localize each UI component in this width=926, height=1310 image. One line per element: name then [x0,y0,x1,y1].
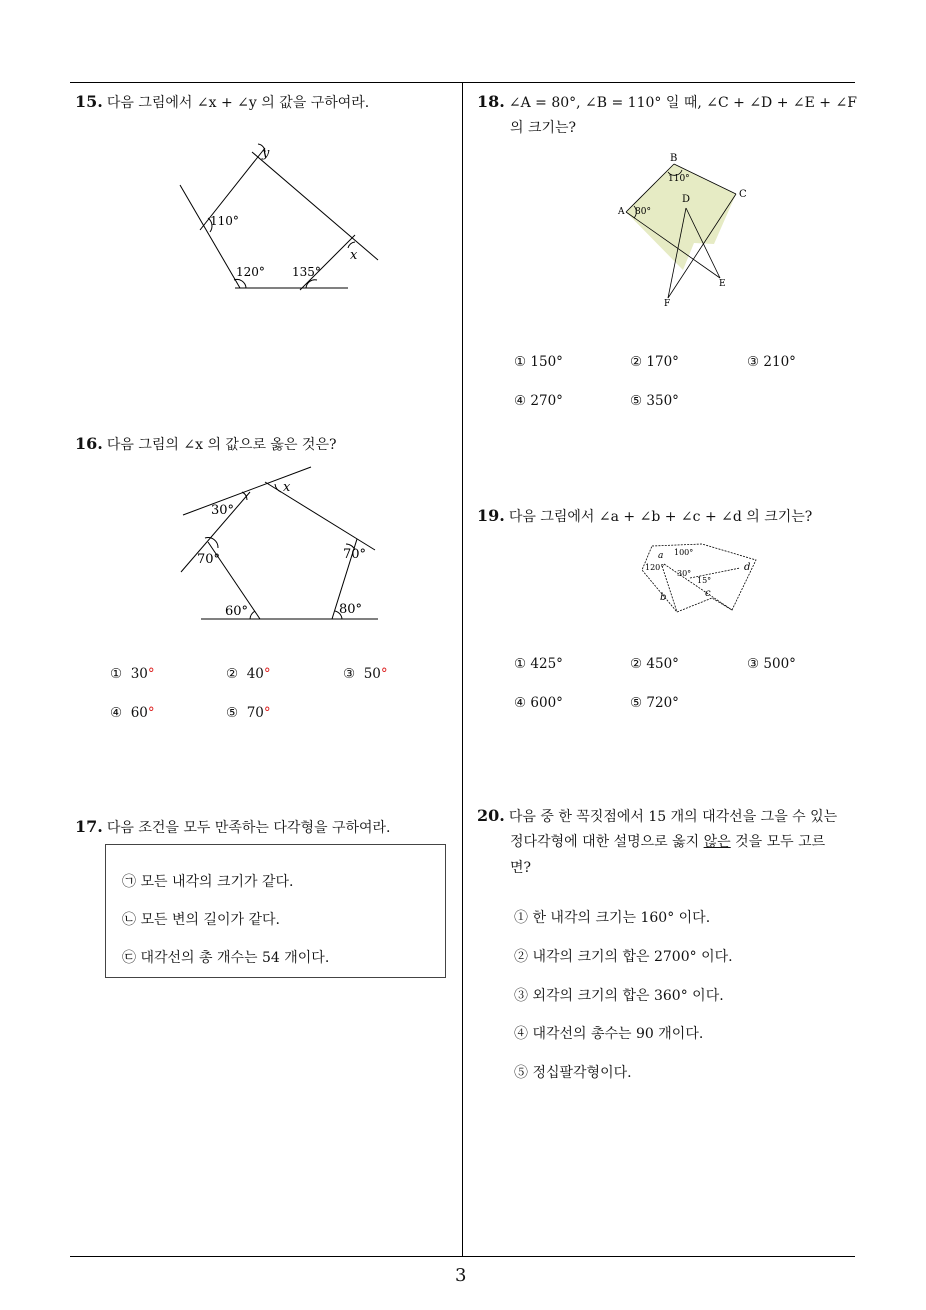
q15-label-120: 120° [236,265,265,279]
question-18-figure [612,150,752,308]
q20-choice-5[interactable]: ⑤ 정십팔각형이다. [514,1065,632,1081]
question-15-number: 15. [75,92,103,111]
underlined-word: 않은 [703,834,731,850]
condition-item: ㉢ 대각선의 총 개수는 54 개이다. [122,950,330,966]
q18-label-C: C [739,189,747,200]
q20-choice-3[interactable]: ③ 외각의 크기의 합은 360° 이다. [514,988,724,1004]
q16-choice-5[interactable]: ⑤ 70° [226,705,271,721]
conditions-box [105,844,446,978]
question-20 [477,804,837,829]
question-20-line1: 다음 중 한 꼭짓점에서 15 개의 대각선을 그을 수 있는 [508,809,838,825]
q19-choice-1[interactable]: ① 425° [514,656,563,672]
q19-label-15: 15° [697,576,712,585]
q19-label-b: b [660,592,667,603]
question-18-line1: ∠A = 80°, ∠B = 110° 일 때, ∠C + ∠D + ∠E + ∠F [508,95,857,111]
question-19-figure [632,538,762,616]
q16-choice-2[interactable]: ② 40° [226,666,271,682]
q19-choice-5[interactable]: ⑤ 720° [630,695,679,711]
question-15-text: 다음 그림에서 ∠x + ∠y 의 값을 구하여라. [106,95,370,111]
question-17-number: 17. [75,817,103,836]
q15-label-y: y [262,146,270,161]
q15-label-110: 110° [210,214,239,228]
question-16-text: 다음 그림의 ∠x 의 값으로 옳은 것은? [106,437,337,453]
q20-choice-4[interactable]: ④ 대각선의 총수는 90 개이다. [514,1026,704,1042]
question-20-line2: 정다각형에 대한 설명으로 옳지 않은 것을 모두 고르 [510,834,826,850]
q16-label-30: 30° [211,503,235,518]
q18-choice-3[interactable]: ③ 210° [747,354,796,370]
question-16-number: 16. [75,434,103,453]
q15-label-x: x [350,248,358,263]
q18-label-80: 80° [635,207,651,217]
q18-label-E: E [719,279,726,289]
condition-item: ㉡ 모든 변의 길이가 같다. [122,912,280,928]
q18-label-A: A [618,207,625,217]
q19-label-d: d [744,562,751,573]
q19-label-100: 100° [674,548,694,557]
question-18-line2: 의 크기는? [510,120,577,136]
question-20-number: 20. [477,806,505,825]
q16-label-60: 60° [225,604,249,619]
question-18 [477,90,857,115]
q16-label-80: 80° [339,602,363,617]
q19-choice-4[interactable]: ④ 600° [514,695,563,711]
q18-label-110: 110° [668,174,690,184]
q18-choice-2[interactable]: ② 170° [630,354,679,370]
q19-choice-2[interactable]: ② 450° [630,656,679,672]
question-19-text: 다음 그림에서 ∠a + ∠b + ∠c + ∠d 의 크기는? [508,509,813,525]
q16-choice-3[interactable]: ③ 50° [343,666,388,682]
q18-choice-1[interactable]: ① 150° [514,354,563,370]
q20-choice-2[interactable]: ② 내각의 크기의 합은 2700° 이다. [514,949,733,965]
q18-label-B: B [670,153,678,164]
q19-choice-3[interactable]: ③ 500° [747,656,796,672]
question-15-figure [170,130,390,295]
question-19 [477,504,812,529]
q19-label-30: 30° [677,569,692,578]
q19-label-a: a [658,551,664,561]
q18-choice-4[interactable]: ④ 270° [514,393,563,409]
q16-label-x: x [283,480,291,495]
question-18-number: 18. [477,92,505,111]
q16-choice-1[interactable]: ① 30° [110,666,155,682]
q19-label-c: c [705,588,711,599]
question-20-line3: 면? [510,860,532,876]
column-divider [462,82,463,1257]
bottom-rule [70,1256,855,1257]
q18-label-F: F [664,299,671,308]
q15-label-135: 135° [292,265,321,279]
q16-label-70b: 70° [343,547,367,562]
question-19-number: 19. [477,506,505,525]
q18-choice-5[interactable]: ⑤ 350° [630,393,679,409]
q19-label-120: 120° [645,563,665,572]
question-16 [75,432,337,457]
question-15 [75,90,369,115]
page-number: 3 [455,1265,467,1286]
question-17-text: 다음 조건을 모두 만족하는 다각형을 구하여라. [106,820,391,836]
condition-item: ㉠ 모든 내각의 크기가 같다. [122,874,294,890]
q16-choice-4[interactable]: ④ 60° [110,705,155,721]
q16-label-70a: 70° [197,552,221,567]
question-16-figure [175,462,390,627]
question-17 [75,815,391,840]
q20-choice-1[interactable]: ① 한 내각의 크기는 160° 이다. [514,910,711,926]
q18-label-D: D [682,194,691,205]
